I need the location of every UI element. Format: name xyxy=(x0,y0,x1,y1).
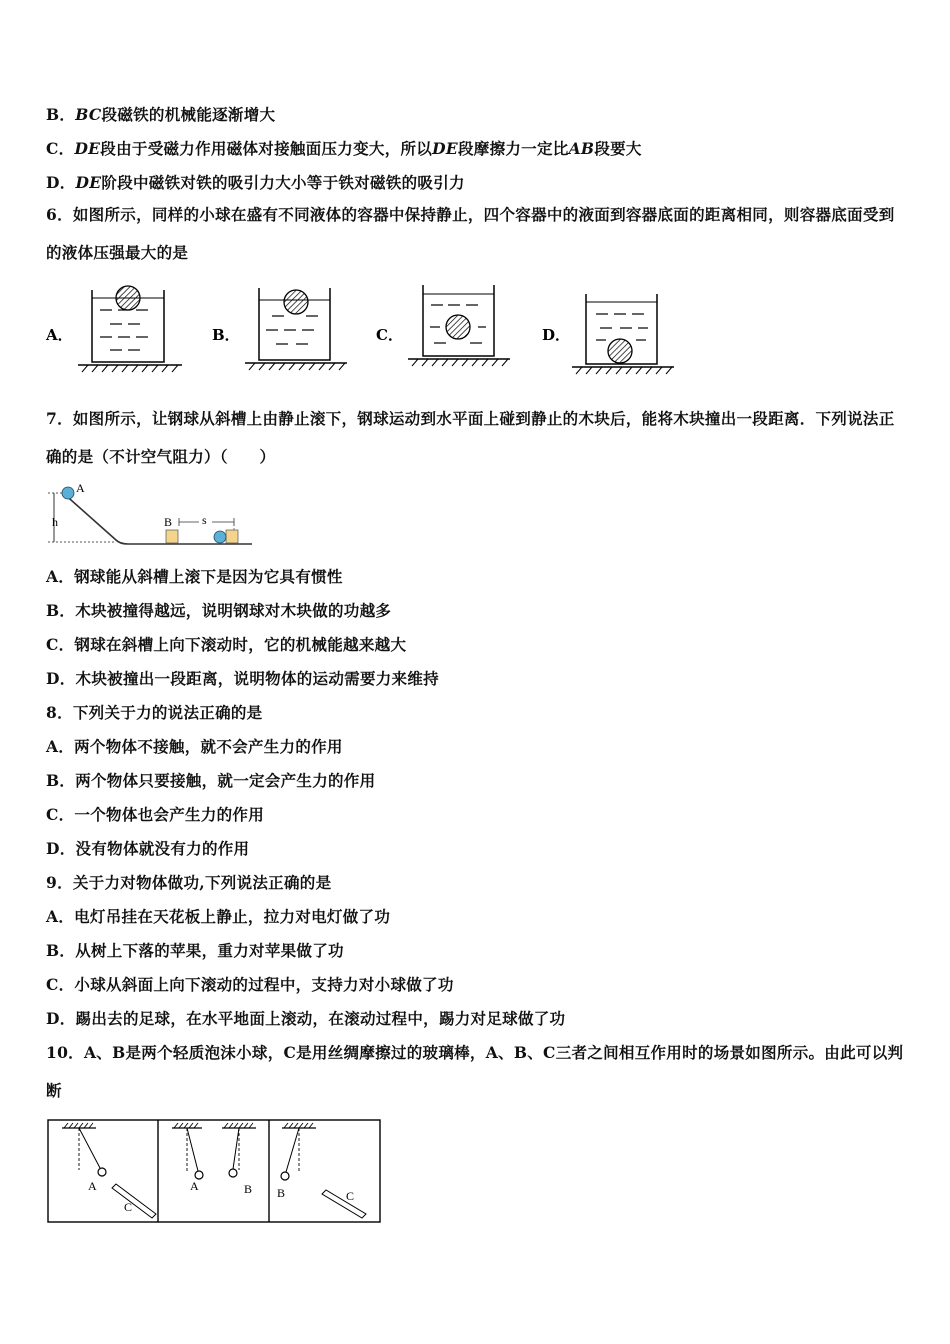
q10-panel-3 xyxy=(277,1123,366,1218)
q10-panel-1 xyxy=(62,1123,156,1218)
q5-option-c: C．DE段由于受磁力作用磁体对接触面压力变大，所以DE段摩擦力一定比AB段要大 xyxy=(46,139,642,158)
q10-panel-2 xyxy=(172,1123,256,1196)
q7-figure xyxy=(44,480,264,550)
q7-label-s: s xyxy=(202,513,207,527)
q7-stem: 7．如图所示，让钢球从斜槽上由静止滚下，钢球运动到水平面上碰到静止的木块后，能将木块撞出一段距离．下列说法正确的是（不计空气阻力）（ ） xyxy=(46,409,895,466)
q6-label-d: D． xyxy=(542,326,571,344)
q8-option-c: C．一个物体也会产生力的作用 xyxy=(46,805,265,824)
q7-option-c: C．钢球在斜槽上向下滚动时，它的机械能越来越大 xyxy=(46,635,407,654)
container-a xyxy=(78,286,182,372)
q9-option-a: A．电灯吊挂在天花板上静止，拉力对电灯做了功 xyxy=(46,907,391,926)
q5-option-d: D．DE阶段中磁铁对铁的吸引力大小等于铁对磁铁的吸引力 xyxy=(46,173,465,192)
q6-label-a: A． xyxy=(46,326,73,344)
container-d xyxy=(572,294,674,374)
container-c xyxy=(408,285,510,366)
q8-stem: 8．下列关于力的说法正确的是 xyxy=(46,703,263,722)
steel-ball-start xyxy=(62,487,74,499)
q10-p2-label-a: A xyxy=(190,1179,199,1193)
q6-stem: 6．如图所示，同样的小球在盛有不同液体的容器中保持静止，四个容器中的液面到容器底面的距离相同，则容器底面受到的液体压强最大的是 xyxy=(46,205,895,262)
q10-p2-label-b: B xyxy=(244,1182,253,1196)
wood-block-end xyxy=(226,530,238,543)
q10-stem: 10．A、B是两个轻质泡沫小球，C是用丝绸摩擦过的玻璃棒，A、B、C三者之间相互作用时的场景如图所示。由此可以判断 xyxy=(46,1043,904,1100)
q8-option-a: A．两个物体不接触，就不会产生力的作用 xyxy=(46,737,343,756)
q10-p3-label-c: C xyxy=(346,1189,355,1203)
q8-option-d: D．没有物体就没有力的作用 xyxy=(46,839,250,858)
q5-option-b: B．BC段磁铁的机械能逐渐增大 xyxy=(46,105,276,124)
ball-d xyxy=(608,339,632,363)
q10-figure xyxy=(46,1118,386,1226)
q7-label-b: B xyxy=(164,515,173,529)
wood-block-start xyxy=(166,530,178,543)
q9-option-c: C．小球从斜面上向下滚动的过程中，支持力对小球做了功 xyxy=(46,975,454,994)
steel-ball-end xyxy=(214,531,226,543)
container-b xyxy=(245,288,347,370)
q10-p1-label-c: C xyxy=(124,1200,133,1214)
q6-label-c: C． xyxy=(376,326,403,344)
q7-option-a: A．钢球能从斜槽上滚下是因为它具有惯性 xyxy=(46,567,343,586)
q10-p3-label-b: B xyxy=(277,1186,286,1200)
q7-label-h: h xyxy=(52,515,58,529)
q9-option-d: D．踢出去的足球，在水平地面上滚动，在滚动过程中，踢力对足球做了功 xyxy=(46,1009,566,1028)
q10-p1-label-a: A xyxy=(88,1179,97,1193)
ball-b xyxy=(284,290,308,314)
q9-option-b: B．从树上下落的苹果，重力对苹果做了功 xyxy=(46,941,344,960)
ball-a xyxy=(116,286,140,310)
q6-label-b: B． xyxy=(212,326,240,344)
q9-stem: 9．关于力对物体做功,下列说法正确的是 xyxy=(46,873,332,892)
q8-option-b: B．两个物体只要接触，就一定会产生力的作用 xyxy=(46,771,376,790)
q6-figure xyxy=(40,280,690,380)
q7-option-d: D．木块被撞出一段距离，说明物体的运动需要力来维持 xyxy=(46,669,439,688)
q7-option-b: B．木块被撞得越远，说明钢球对木块做的功越多 xyxy=(46,601,392,620)
ball-c xyxy=(446,315,470,339)
q7-label-a: A xyxy=(76,481,85,495)
